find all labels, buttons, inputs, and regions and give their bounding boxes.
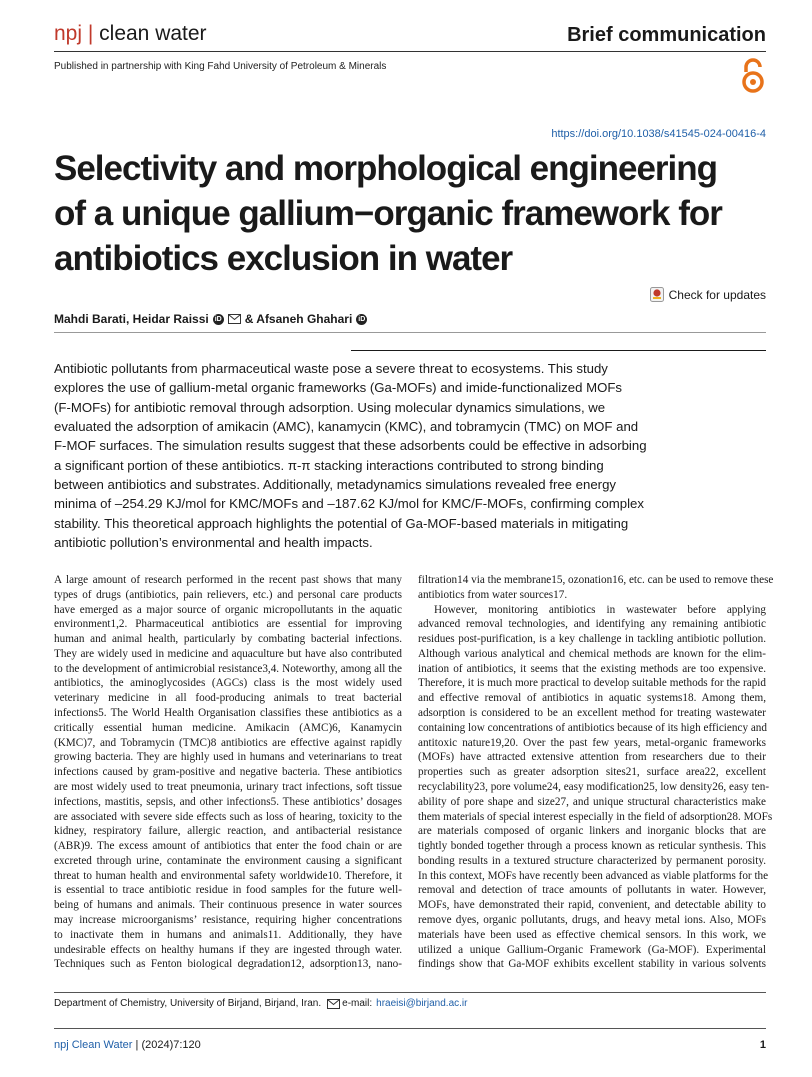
body-line: veterinary medicine in all food-producing animals to treat bacterial (54, 692, 402, 705)
body-line: findings show that Ga-MOF exhibits excellent stability in various solvents (418, 958, 766, 971)
body-line: (ABR)9. The excess amount of antibiotics that enter the food chain or are (54, 840, 402, 853)
abstract-line: Antibiotic pollutants from pharmaceutical waste pose a severe threat to ecosystems. This study (54, 361, 608, 376)
body-line: antibiotics, the aminoglycosides (AGCs) class is the most widely used (54, 677, 402, 690)
body-line: ination of antibiotics, it seems that the existing methods are too expensive. (418, 662, 766, 675)
body-line: infections, mastitis, sepsis, and other infections5. These antibiotics’ dosages (54, 795, 402, 808)
title-line: antibiotics exclusion in water (54, 239, 513, 278)
body-line: being of humans and animals. Their continuous presence in water sources (54, 899, 402, 912)
body-line: to inactivate them in humans and animals11. Additionally, they have (54, 928, 402, 941)
body-line: (KMC)7, and Tobramycin (TMC)8 antibiotics are effective against rapidly (54, 736, 402, 749)
body-line: are most widely used to treat pneumonia, urinary tract infections, soft tissue (54, 780, 402, 793)
body-line: materials have been used as effective chemical sensors. In this work, we (418, 928, 766, 941)
journal-separator: | (82, 22, 100, 45)
body-line: bonding results in a textured structure characterized by permanent porosity. (418, 854, 766, 867)
body-line: properties such as greater adsorption sites21, surface area22, excellent (418, 766, 766, 779)
body-line: MOFs, have demonstrated their rapid, convenient, and detectable ability to (418, 899, 766, 912)
affiliation-text: Department of Chemistry, University of Birjand, Birjand, Iran. (54, 998, 322, 1009)
page-number: 1 (759, 1039, 766, 1051)
partnership-note: Published in partnership with King Fahd University of Petroleum & Minerals (54, 61, 387, 72)
orcid-icon[interactable]: iD (358, 315, 366, 323)
authors-divider (54, 332, 766, 333)
affiliation (54, 998, 467, 1009)
header-divider (54, 51, 766, 52)
open-access-icon (740, 58, 766, 94)
check-for-updates-label: Check for updates (668, 287, 766, 302)
title-line: of a unique gallium−organic framework for (54, 194, 722, 233)
body-line: antitoxic nature19,20. Over the past few years, metal-organic frameworks (418, 736, 766, 749)
journal-prefix: npj (54, 22, 83, 45)
body-line: growing bacteria. They are highly used in humans and veterinarians to treat (54, 751, 402, 764)
article-type: Brief communication (567, 24, 766, 46)
body-line: residues post-purification, is a key challenge in tackling antibiotic pollution. (418, 633, 766, 646)
check-for-updates-icon (650, 287, 664, 302)
check-for-updates-button[interactable] (650, 287, 766, 302)
affiliation-divider (54, 992, 766, 993)
footer-journal-link[interactable]: npj Clean Water (54, 1039, 133, 1051)
abstract-line: (F-MOFs) for antibiotic removal through adsorption. Using molecular dynamics simulations, we (54, 399, 606, 415)
abstract-line: minima of –254.29 KJ/mol for KMC/MOFs and –187.62 KJ/mol for KMC/F-MOFs, confirming complex (54, 496, 644, 512)
body-line: recyclability23, pore volume24, easy modification25, low density26, easy ten- (418, 780, 770, 793)
body-line: antibiotics from water sources17. (418, 588, 568, 601)
abstract-line: evaluated the adsorption of amikacin (AMC), kanamycin (KMC), and tobramycin (TMC) on MOF and (54, 419, 639, 435)
authors-first: Mahdi Barati, Heidar Raissi (54, 312, 209, 326)
body-line: infections caused by gram-positive and negative bacteria. These antibiotics (54, 766, 402, 779)
body-line: remove dyes, organic pollutants, drugs, and heavy metal ions. Also, MOFs (418, 913, 766, 926)
body-line: critically essential human medicine. Amikacin (AMC)6, Kanamycin (54, 721, 402, 734)
email-link[interactable]: hraeisi@birjand.ac.ir (376, 998, 468, 1009)
title-line: Selectivity and morphological engineering (54, 149, 718, 188)
journal-name: clean water (99, 22, 207, 45)
authors-last: & Afsaneh Ghahari (244, 312, 353, 326)
body-line: ability of pore shape and size27, and unique structural characteristics make (418, 795, 766, 808)
body-line: human and animal health, particularly by combating bacterial infections. (54, 633, 402, 646)
email-label: e-mail: (342, 998, 373, 1009)
mail-icon (327, 999, 340, 1009)
body-line: environment1,2. Pharmaceutical antibiotics are essential for improving (54, 618, 402, 631)
body-line: Although various analytical and chemical methods are known for the elim- (418, 647, 766, 660)
abstract (54, 359, 768, 552)
body-line: filtration14 via the membrane15, ozonation16, etc. can be used to remove these (418, 574, 774, 586)
body-line: (MOFs) have attracted extensive attention from researchers due to their (418, 751, 766, 764)
abstract-divider (351, 350, 766, 351)
body-line: tightly bonded together through a process known as reticular synthesis. This (418, 840, 766, 853)
body-line: adsorption is considered to be an excellent method for treating wastewater (418, 707, 766, 720)
body-line: them materials of special interest especially in the field of adsorption28. MOFs (418, 810, 773, 823)
abstract-line: explores the use of gallium-metal organic frameworks (Ga-MOFs) and imide-functionalized MOFs (54, 380, 622, 396)
body-line: Therefore, it is much more practical to develop suitable methods for the rapid (418, 677, 766, 690)
body-line: containing low concentrations of antibiotics because of its high efficiency and (418, 721, 767, 734)
abstract-line: F-MOF surfaces. The simulation results suggest that these adsorbents could be effective in adsorbing (54, 438, 647, 454)
orcid-icon[interactable]: iD (214, 315, 222, 323)
abstract-line: stability. This theoretical approach highlights the potential of Ga-MOF-based materials in mitigating (54, 515, 629, 531)
body-line: have emerged as a major source of organic micropollutants in the aquatic (54, 603, 402, 616)
body-line: threat to human health and environmental safety worldwide10. Therefore, it (54, 869, 402, 882)
body-line: They are widely used in medicine and aquaculture but have also contributed (54, 647, 402, 660)
article-title (54, 146, 774, 281)
body-line: are materials composed of organic linkers and inorganic blocks that are (418, 825, 766, 838)
abstract-line: between antibiotics and substrates. Additionally, metadynamics simulations revealed free energy (54, 477, 616, 493)
footer-citation (54, 1039, 201, 1051)
mail-icon[interactable] (228, 314, 241, 324)
author-list (54, 312, 370, 326)
body-line: Techniques such as Fenton biological degradation12, adsorption13, nano- (54, 958, 402, 971)
body-line: is essential to trace antibiotic residue in food samples for the future well- (54, 884, 402, 897)
doi-link[interactable]: https://doi.org/10.1038/s41545-024-00416-4 (551, 128, 766, 140)
body-line: removal and detection of trace amounts of pollutants in water. However, (418, 884, 766, 897)
body-line: A large amount of research performed in the recent past shows that many (54, 574, 402, 586)
body-line: infections5. The World Health Organisation classifies these antibiotics as a (54, 707, 402, 720)
abstract-line: antibiotic pollution’s environmental and health impacts. (54, 535, 373, 551)
body-line: undesirable effects on healthy humans if they are ingested through water. (54, 943, 402, 956)
body-line: types of drugs (antibiotics, pain relievers, etc.) and personal care products (54, 588, 402, 601)
body-line: excreted through urine, contaminate the environment causing a significant (54, 854, 402, 867)
body-column-left (54, 573, 402, 972)
body-column-right (418, 573, 774, 972)
body-line: are associated with severe side effects such as loss of hearing, toxicity to the (54, 810, 402, 823)
abstract-line: a significant portion of these antibiotics. π-π stacking interactions contributed to strong binding (54, 457, 604, 473)
body-line: utilized a unique Gallium-Organic Framework (Ga-MOF). Experimental (418, 943, 766, 956)
body-line: may increase microorganisms’ resistance, requiring higher concentrations (54, 913, 402, 926)
body-line: kidney, respiratory failure, allergic reaction, and antibacterial resistance (54, 825, 402, 838)
body-line: to the development of antimicrobial resistance3,4. Noteworthy, among all the (54, 662, 402, 675)
body-line: advanced removal technologies, and identifying any remaining antibiotic (418, 618, 766, 631)
footer-citation-text: | (2024)7:120 (132, 1039, 201, 1051)
body-line: In this context, MOFs have recently been advanced as viable platforms for the (418, 869, 769, 882)
journal-title (54, 22, 207, 46)
footer-divider (54, 1028, 766, 1029)
body-line: However, monitoring antibiotics in wastewater before applying (434, 603, 766, 616)
body-line: and effective removal of antibiotics in aquatic systems18. Among them, (418, 692, 766, 705)
